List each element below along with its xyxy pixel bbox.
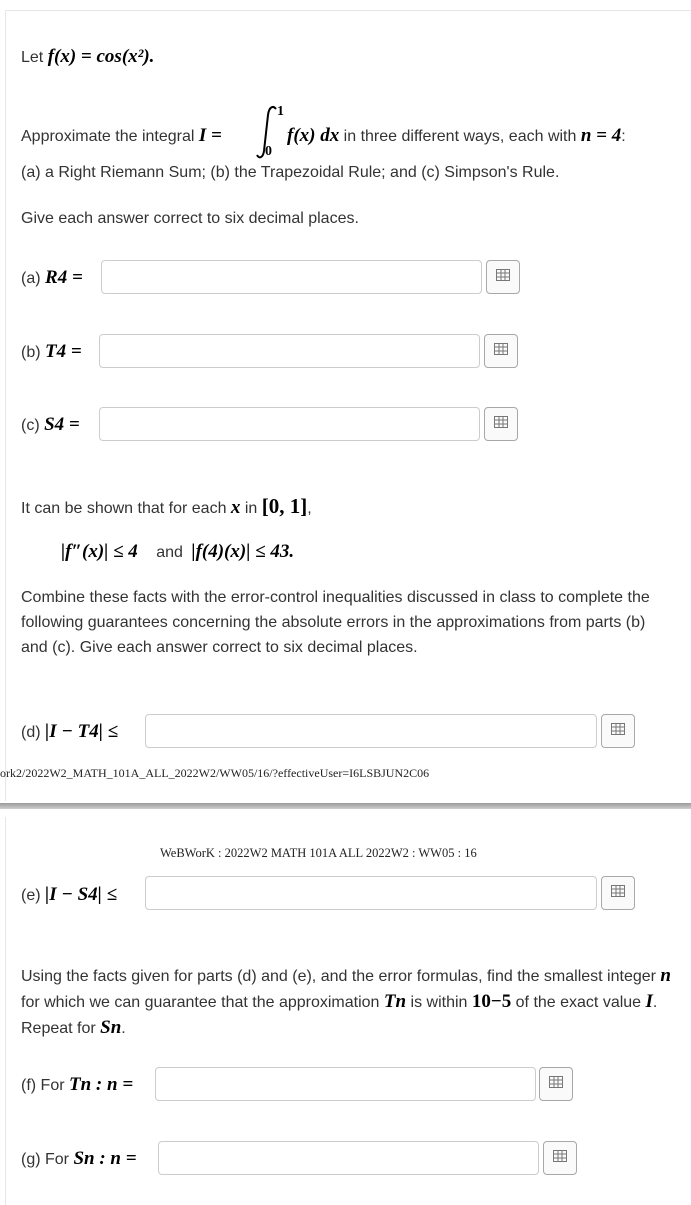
- part-b-equation-editor-button[interactable]: [484, 334, 518, 368]
- grid-icon: [549, 1075, 563, 1093]
- part-e-answer-input[interactable]: [145, 876, 597, 910]
- part-f-equation-editor-button[interactable]: [539, 1067, 573, 1101]
- part-e-equation-editor-button[interactable]: [601, 876, 635, 910]
- page-break-bar: [0, 803, 691, 809]
- second-derivative-bound: |f″(x)| ≤ 4: [61, 541, 138, 562]
- part-d-answer-input[interactable]: [145, 714, 597, 748]
- smallest-n-instruction: Using the facts given for parts (d) and (e), and the error formulas, find the smallest integer n for which we can guarantee that the approximation Tn is within 10−5 of the exact value I. Repeat for Sn.: [21, 965, 671, 1038]
- integral-lower-limit: 0: [265, 144, 272, 159]
- precision-line: Give each answer correct to six decimal places.: [21, 210, 359, 227]
- grid-icon: [496, 268, 510, 286]
- combine-instruction: Combine these facts with the error-control inequalities discussed in class to complete the following guarantees concerning the absolute errors in the approximations from parts (b) and (c). Give each answer correct to six decimal places.: [21, 589, 650, 656]
- part-f-answer-input[interactable]: [155, 1067, 536, 1101]
- part-a-equation-editor-button[interactable]: [486, 260, 520, 294]
- part-c-equation-editor-button[interactable]: [484, 407, 518, 441]
- part-c-label: (c) S4 =: [21, 414, 80, 435]
- part-d-label: (d) |I − T4| ≤: [21, 721, 119, 742]
- integrand-line: f(x) dx in three different ways, each with n = 4:: [287, 125, 626, 146]
- integral-upper-limit: 1: [277, 104, 284, 119]
- part-e-label: (e) |I − S4| ≤: [21, 884, 118, 905]
- part-g-answer-input[interactable]: [158, 1141, 539, 1175]
- grid-icon: [611, 884, 625, 902]
- part-g-equation-editor-button[interactable]: [543, 1141, 577, 1175]
- part-c-answer-input[interactable]: [99, 407, 480, 441]
- part-a-answer-input[interactable]: [101, 260, 482, 294]
- part-a-label: (a) R4 =: [21, 267, 83, 288]
- integrand: f(x) dx: [287, 125, 340, 146]
- grid-icon: [494, 415, 508, 433]
- part-b-label: (b) T4 =: [21, 341, 82, 362]
- grid-icon: [611, 722, 625, 740]
- fourth-derivative-bound: |f(4)(x)| ≤ 43.: [191, 541, 295, 562]
- part-f-label: (f) For Tn : n =: [21, 1074, 134, 1095]
- function-definition: Let f(x) = cos(x²).: [21, 46, 155, 67]
- derivative-bounds: |f″(x)| ≤ 4 and |f(4)(x)| ≤ 43.: [61, 541, 295, 562]
- grid-icon: [494, 342, 508, 360]
- grid-icon: [553, 1149, 567, 1167]
- part-d-equation-editor-button[interactable]: [601, 714, 635, 748]
- methods-line: (a) a Right Riemann Sum; (b) the Trapezoidal Rule; and (c) Simpson's Rule.: [21, 164, 560, 181]
- facts-intro: It can be shown that for each x in [0, 1],: [21, 494, 312, 518]
- part-g-label: (g) For Sn : n =: [21, 1148, 137, 1169]
- function-definition-math: f(x) = cos(x²).: [47, 46, 155, 67]
- part-b-answer-input[interactable]: [99, 334, 480, 368]
- approximation-instruction: Approximate the integral I =: [21, 125, 222, 146]
- print-header-title: WeBWorK : 2022W2 MATH 101A ALL 2022W2 : WW05 : 16: [160, 846, 477, 860]
- print-footer-url: ork2/2022W2_MATH_101A_ALL_2022W2/WW05/16/?effectiveUser=I6LSBJUN2C06: [0, 766, 430, 780]
